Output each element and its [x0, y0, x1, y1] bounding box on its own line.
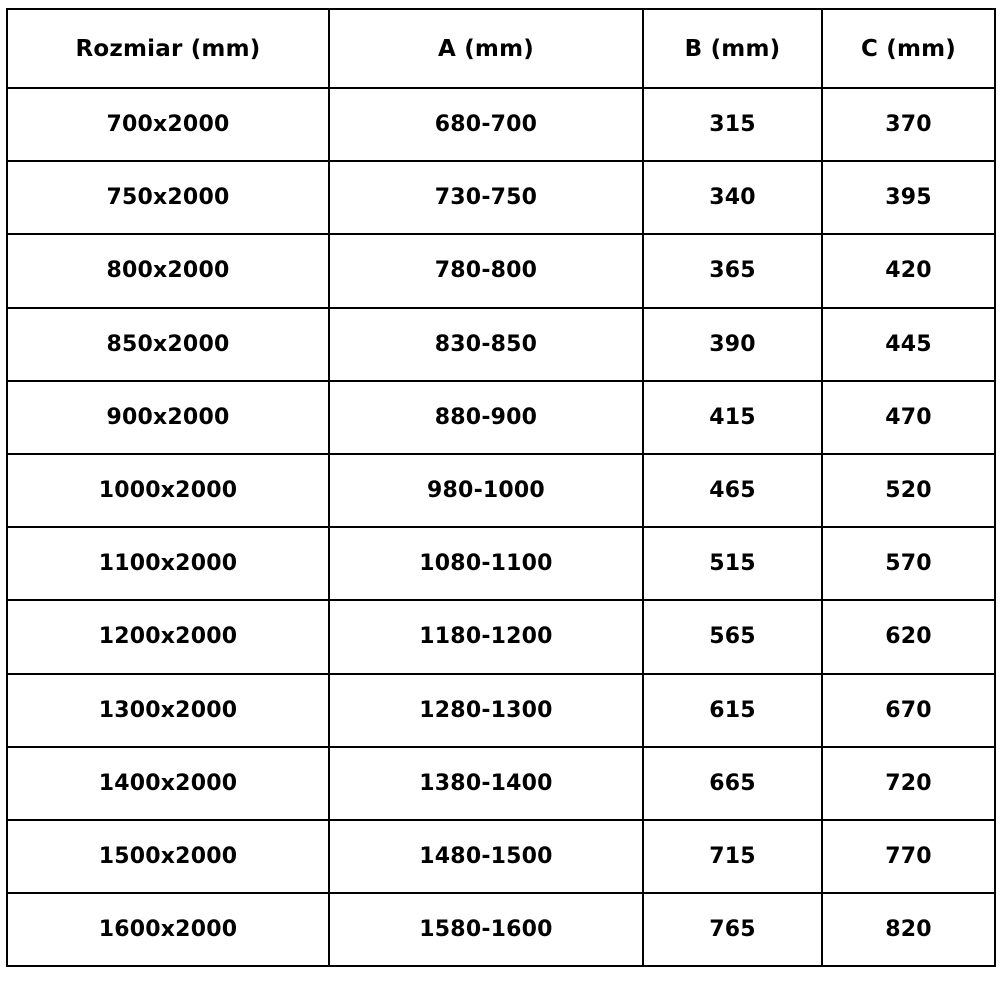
- table-row: [7, 674, 995, 747]
- cell-size: 1600x2000: [7, 893, 329, 966]
- table-row: [7, 527, 995, 600]
- cell-size: 1200x2000: [7, 600, 329, 673]
- cell-size: 1100x2000: [7, 527, 329, 600]
- column-header-b: B (mm): [643, 9, 822, 88]
- cell-c: 470: [822, 381, 995, 454]
- cell-size: 1300x2000: [7, 674, 329, 747]
- table-row: [7, 747, 995, 820]
- cell-size: 1500x2000: [7, 820, 329, 893]
- cell-c: 445: [822, 308, 995, 381]
- table-header: [7, 9, 995, 88]
- cell-size: 750x2000: [7, 161, 329, 234]
- cell-c: 570: [822, 527, 995, 600]
- cell-c: 820: [822, 893, 995, 966]
- cell-c: 520: [822, 454, 995, 527]
- column-header-c: C (mm): [822, 9, 995, 88]
- table-header-row: [7, 9, 995, 88]
- table-row: [7, 308, 995, 381]
- table-row: [7, 893, 995, 966]
- dimensions-table: [6, 8, 996, 967]
- table-row: [7, 454, 995, 527]
- cell-c: 720: [822, 747, 995, 820]
- cell-a: 1380-1400: [329, 747, 643, 820]
- cell-size: 700x2000: [7, 88, 329, 161]
- cell-a: 1580-1600: [329, 893, 643, 966]
- cell-size: 800x2000: [7, 234, 329, 307]
- cell-b: 315: [643, 88, 822, 161]
- cell-a: 1480-1500: [329, 820, 643, 893]
- cell-size: 1000x2000: [7, 454, 329, 527]
- cell-size: 900x2000: [7, 381, 329, 454]
- cell-size: 850x2000: [7, 308, 329, 381]
- cell-b: 390: [643, 308, 822, 381]
- cell-a: 680-700: [329, 88, 643, 161]
- cell-b: 615: [643, 674, 822, 747]
- cell-b: 365: [643, 234, 822, 307]
- cell-a: 1080-1100: [329, 527, 643, 600]
- table-row: [7, 88, 995, 161]
- column-header-a: A (mm): [329, 9, 643, 88]
- cell-a: 1180-1200: [329, 600, 643, 673]
- cell-c: 620: [822, 600, 995, 673]
- cell-b: 665: [643, 747, 822, 820]
- cell-a: 1280-1300: [329, 674, 643, 747]
- cell-c: 370: [822, 88, 995, 161]
- cell-b: 565: [643, 600, 822, 673]
- cell-c: 395: [822, 161, 995, 234]
- table-row: [7, 161, 995, 234]
- table-row: [7, 820, 995, 893]
- cell-c: 670: [822, 674, 995, 747]
- cell-a: 980-1000: [329, 454, 643, 527]
- cell-size: 1400x2000: [7, 747, 329, 820]
- column-header-size: Rozmiar (mm): [7, 9, 329, 88]
- table-body: [7, 88, 995, 966]
- table-row: [7, 381, 995, 454]
- cell-b: 340: [643, 161, 822, 234]
- cell-c: 420: [822, 234, 995, 307]
- table-row: [7, 234, 995, 307]
- cell-b: 765: [643, 893, 822, 966]
- table-row: [7, 600, 995, 673]
- cell-b: 465: [643, 454, 822, 527]
- cell-a: 830-850: [329, 308, 643, 381]
- cell-a: 780-800: [329, 234, 643, 307]
- cell-a: 880-900: [329, 381, 643, 454]
- cell-b: 715: [643, 820, 822, 893]
- cell-c: 770: [822, 820, 995, 893]
- cell-a: 730-750: [329, 161, 643, 234]
- cell-b: 415: [643, 381, 822, 454]
- cell-b: 515: [643, 527, 822, 600]
